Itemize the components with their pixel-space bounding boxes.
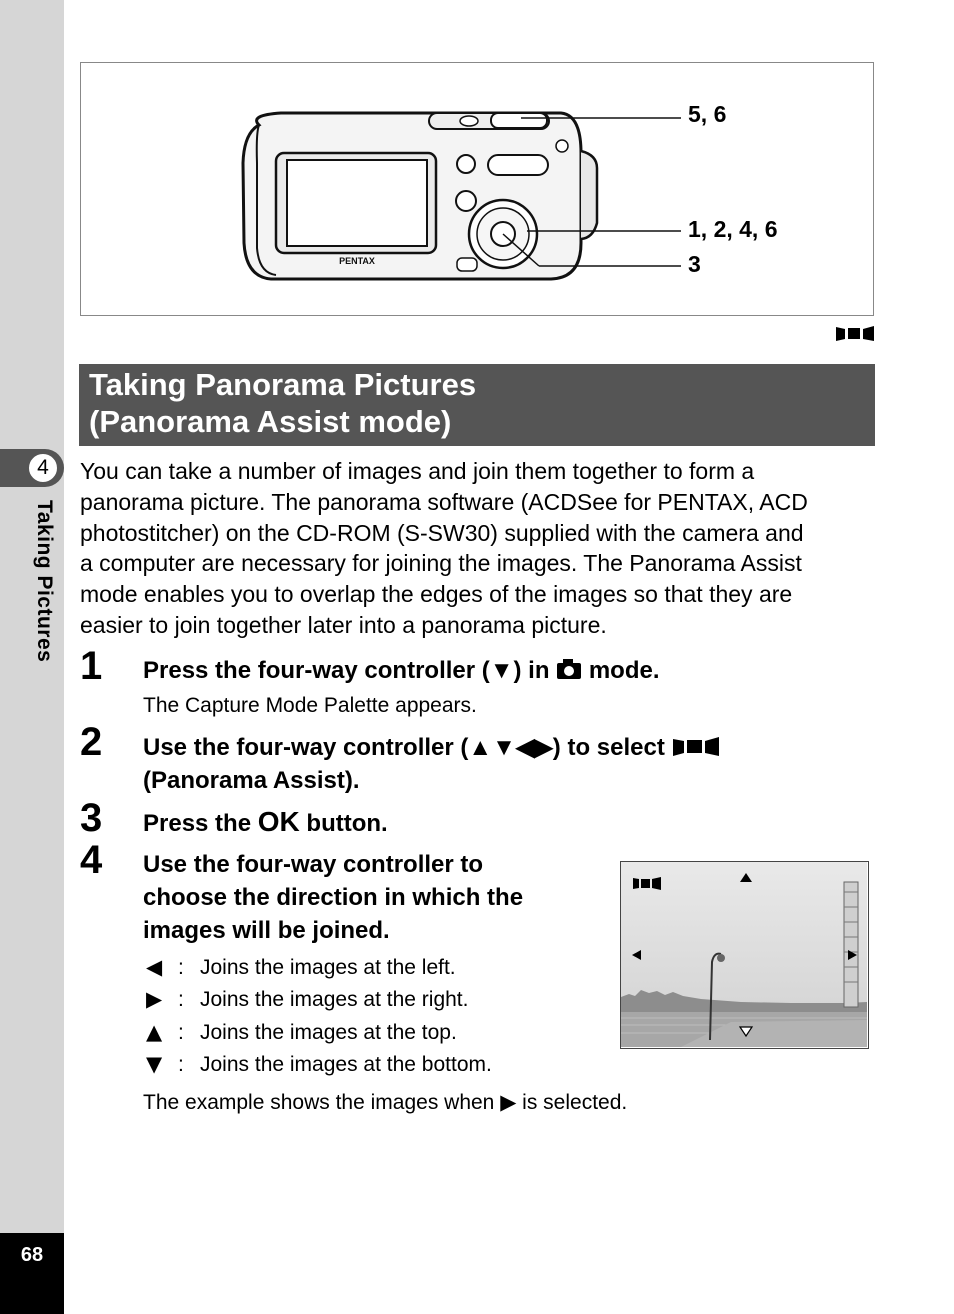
- arrow-right-icon: ▶: [500, 1090, 517, 1114]
- step-text-part: mode.: [582, 657, 660, 684]
- step-2-text: [143, 731, 720, 797]
- step-number: 3: [80, 796, 103, 840]
- step-text-part: choose the direction in which the: [143, 884, 524, 911]
- step-text-part: Press the four-way controller (▼) in: [143, 657, 557, 684]
- arrow-left-icon: ◀: [146, 955, 163, 979]
- step-text-part: images will be joined.: [143, 917, 390, 944]
- step-text-part: Press the: [143, 810, 252, 837]
- camera-mode-icon: [556, 658, 582, 680]
- step-number: 1: [80, 644, 103, 688]
- direction-item: [146, 987, 468, 1012]
- step-3-text: [143, 805, 388, 840]
- intro-paragraph: [80, 456, 880, 641]
- intro-line: panorama picture. The panorama software (ACDSee for PENTAX, ACD: [80, 488, 808, 515]
- colon: :: [178, 1021, 184, 1044]
- intro-line: a computer are necessary for joining the images. The Panorama Assist: [80, 550, 802, 577]
- direction-item: [146, 1052, 492, 1077]
- step-number: 4: [80, 838, 103, 882]
- intro-line: mode enables you to overlap the edges of the images so that they are: [80, 581, 793, 608]
- section-header: [79, 364, 875, 446]
- intro-line: photostitcher) on the CD-ROM (S-SW30) supplied with the camera and: [80, 519, 804, 546]
- direction-item: [146, 1020, 457, 1045]
- example-note-text: The example shows the images when: [143, 1091, 501, 1114]
- example-note-text: is selected.: [516, 1091, 628, 1114]
- section-title-line: Taking Panorama Pictures: [89, 367, 477, 402]
- direction-text: Joins the images at the bottom.: [200, 1053, 492, 1076]
- page-number: 68: [20, 1244, 44, 1266]
- ok-button-symbol: OK: [257, 806, 300, 837]
- direction-text: Joins the images at the right.: [200, 988, 469, 1011]
- camera-figure: [80, 62, 874, 316]
- intro-line: You can take a number of images and join them together to form a: [80, 458, 755, 484]
- step-text-part: (Panorama Assist).: [143, 767, 360, 794]
- step-4-text: [143, 848, 523, 947]
- chapter-number: 4: [27, 452, 59, 484]
- step-text-part: button.: [306, 810, 388, 837]
- colon: :: [178, 956, 184, 979]
- callout-label: 3: [688, 251, 701, 277]
- arrow-up-icon: ▲: [146, 1020, 163, 1044]
- step-note: The Capture Mode Palette appears.: [143, 694, 477, 717]
- colon: :: [178, 988, 184, 1011]
- intro-line: easier to join together later into a panorama picture.: [80, 611, 607, 638]
- colon: :: [178, 1053, 184, 1076]
- panorama-assist-icon: [672, 735, 720, 757]
- step-number: 2: [80, 720, 103, 764]
- step-1-text: [143, 654, 660, 687]
- step-text-part: Use the four-way controller (▲▼◀▶) to select: [143, 734, 665, 761]
- camera-brand: PENTAX: [339, 256, 375, 266]
- arrow-right-icon: ▶: [146, 987, 163, 1011]
- callout-label: 5, 6: [688, 101, 727, 127]
- chapter-title: Taking Pictures: [33, 500, 56, 663]
- section-title-line: (Panorama Assist mode): [89, 404, 452, 439]
- example-note: [143, 1090, 627, 1115]
- direction-text: Joins the images at the top.: [200, 1021, 457, 1044]
- callout-label: 1, 2, 4, 6: [688, 216, 778, 242]
- arrow-down-icon: ▼: [146, 1052, 163, 1076]
- lcd-screen-example: [620, 861, 869, 1049]
- camera-back-illustration: [81, 63, 875, 317]
- panorama-assist-icon: [835, 324, 875, 342]
- direction-text: Joins the images at the left.: [200, 956, 456, 979]
- direction-item: [146, 955, 456, 980]
- step-text-part: Use the four-way controller to: [143, 851, 484, 878]
- panorama-preview-photo: [621, 862, 867, 1047]
